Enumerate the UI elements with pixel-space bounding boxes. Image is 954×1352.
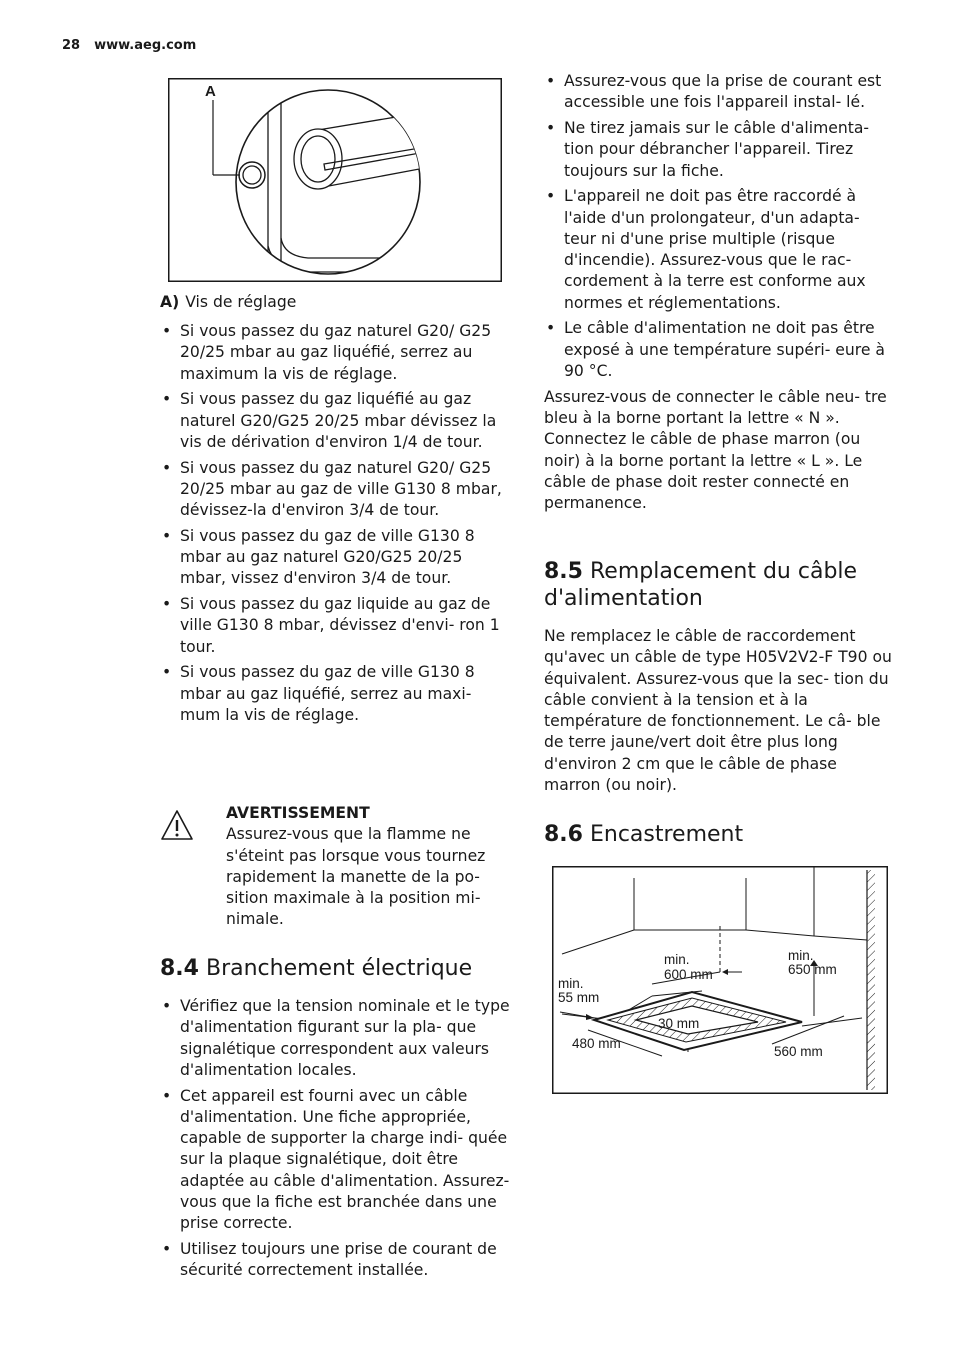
adjustment-screw-figure [168, 78, 502, 282]
label-min-600: min. [664, 952, 690, 967]
section-title: Branchement électrique [205, 956, 473, 981]
label-560mm: 560 mm [774, 1044, 823, 1059]
section-text: Ne remplacez le câble de raccordement qu'avec un câble de type H05V2V2-F T90 ou équivalent. Assurez-vous que la sec- tion du câble convient à la tension et à la température de fonctionnement. Le câ- ble de terre jaune/vert doit être plus long d'environ 2 cm que le câble de phase marron (ou noir). [544, 627, 892, 795]
section-8-4 [160, 955, 512, 1286]
right-bullet-list [544, 71, 896, 515]
list-item: • Si vous passez du gaz liquide au gaz de ville G130 8 mbar, dévissez d'envi- ron 1 tour. [160, 594, 512, 658]
section-heading [160, 955, 512, 982]
figure-caption [160, 292, 296, 313]
caption-key: A) [160, 293, 180, 311]
label-480mm: 480 mm [572, 1036, 621, 1051]
label-650mm: 650 mm [788, 962, 837, 977]
section-number: 8.4 [160, 956, 199, 981]
list-item: • Si vous passez du gaz liquéfié au gaz naturel G20/G25 20/25 mbar dévissez la vis de dérivation d'environ 1/4 de tour. [160, 389, 512, 453]
section-number: 8.6 [544, 822, 583, 847]
list-item: • Si vous passez du gaz naturel G20/ G25 20/25 mbar au gaz liquéfié, serrez au maximum la vis de réglage. [160, 321, 512, 385]
page-header [62, 38, 196, 53]
header-url: www.aeg.com [94, 38, 197, 53]
section-title: Encastrement [589, 822, 744, 847]
list-item: • L'appareil ne doit pas être raccordé à l'aide d'un prolongateur, d'un adapta- teur ni d'une prise multiple (risque d'incendie). Assurez-vous que le rac- cordement à la terre est conforme aux normes et réglementations. [544, 186, 896, 314]
label-55mm: 55 mm [558, 990, 600, 1005]
list-item: • Cet appareil est fourni avec un câble d'alimentation. Une fiche appropriée, capable de supporter la charge indi- quée sur la plaque signalétique, doit être adaptée au câble d'alimentation. Assurez-vous que la fiche est branchée dans une prise correcte. [160, 1086, 512, 1235]
label-min-650: min. [788, 948, 814, 963]
list-item: • Si vous passez du gaz naturel G20/ G25 20/25 mbar au gaz de ville G130 8 mbar, dévissez-la d'environ 3/4 de tour. [160, 458, 512, 522]
figure-label-a: A [205, 83, 216, 100]
warning-triangle-icon [160, 809, 194, 841]
warning-text: Assurez-vous que la flamme ne s'éteint pas lorsque vous tournez rapidement la manette de la po- sition maximale à la position mi- nimale. [226, 825, 486, 929]
caption-text: Vis de réglage [185, 293, 297, 311]
list-item: • Si vous passez du gaz de ville G130 8 mbar au gaz liquéfié, serrez au maxi- mum la vis de réglage. [160, 662, 512, 726]
list-item: • Utilisez toujours une prise de courant de sécurité correctement installée. [160, 1239, 512, 1282]
label-min-55: min. [558, 976, 584, 991]
warning-title: AVERTISSEMENT [226, 804, 370, 822]
section-8-5 [544, 558, 896, 796]
list-item: • Si vous passez du gaz de ville G130 8 mbar au gaz naturel G20/G25 20/25 mbar, vissez d'environ 3/4 de tour. [160, 526, 512, 590]
left-bullet-list [160, 321, 512, 731]
section-heading [544, 821, 896, 848]
section-number: 8.5 [544, 559, 583, 584]
list-item: • Vérifiez que la tension nominale et le type d'alimentation figurant sur la pla- que signalétique correspondent aux valeurs d'alimentation locales. [160, 996, 512, 1081]
section-heading [544, 558, 896, 612]
installation-dimensions-figure [552, 866, 888, 1094]
list-item: • Le câble d'alimentation ne doit pas être exposé à une température supéri- eure à 90 °C. [544, 318, 896, 382]
section-title: Remplacement du câble d'alimentation [544, 559, 858, 611]
page-number: 28 [62, 38, 81, 53]
label-600mm: 600 mm [664, 967, 713, 982]
connection-paragraph: Assurez-vous de connecter le câble neu- tre bleu à la borne portant la lettre « N ». Connectez le câble de phase marron (ou noir) à la borne portant la lettre « L ». Le câble de phase doit rester connecté en permanence. [544, 387, 887, 513]
warning-box [160, 803, 512, 931]
list-item: • Assurez-vous que la prise de courant est accessible une fois l'appareil instal- lé. [544, 71, 896, 114]
label-30mm: 30 mm [658, 1016, 700, 1031]
list-item: • Ne tirez jamais sur le câble d'alimenta- tion pour débrancher l'appareil. Tirez toujours sur la fiche. [544, 118, 896, 182]
section-8-6 [544, 821, 896, 848]
